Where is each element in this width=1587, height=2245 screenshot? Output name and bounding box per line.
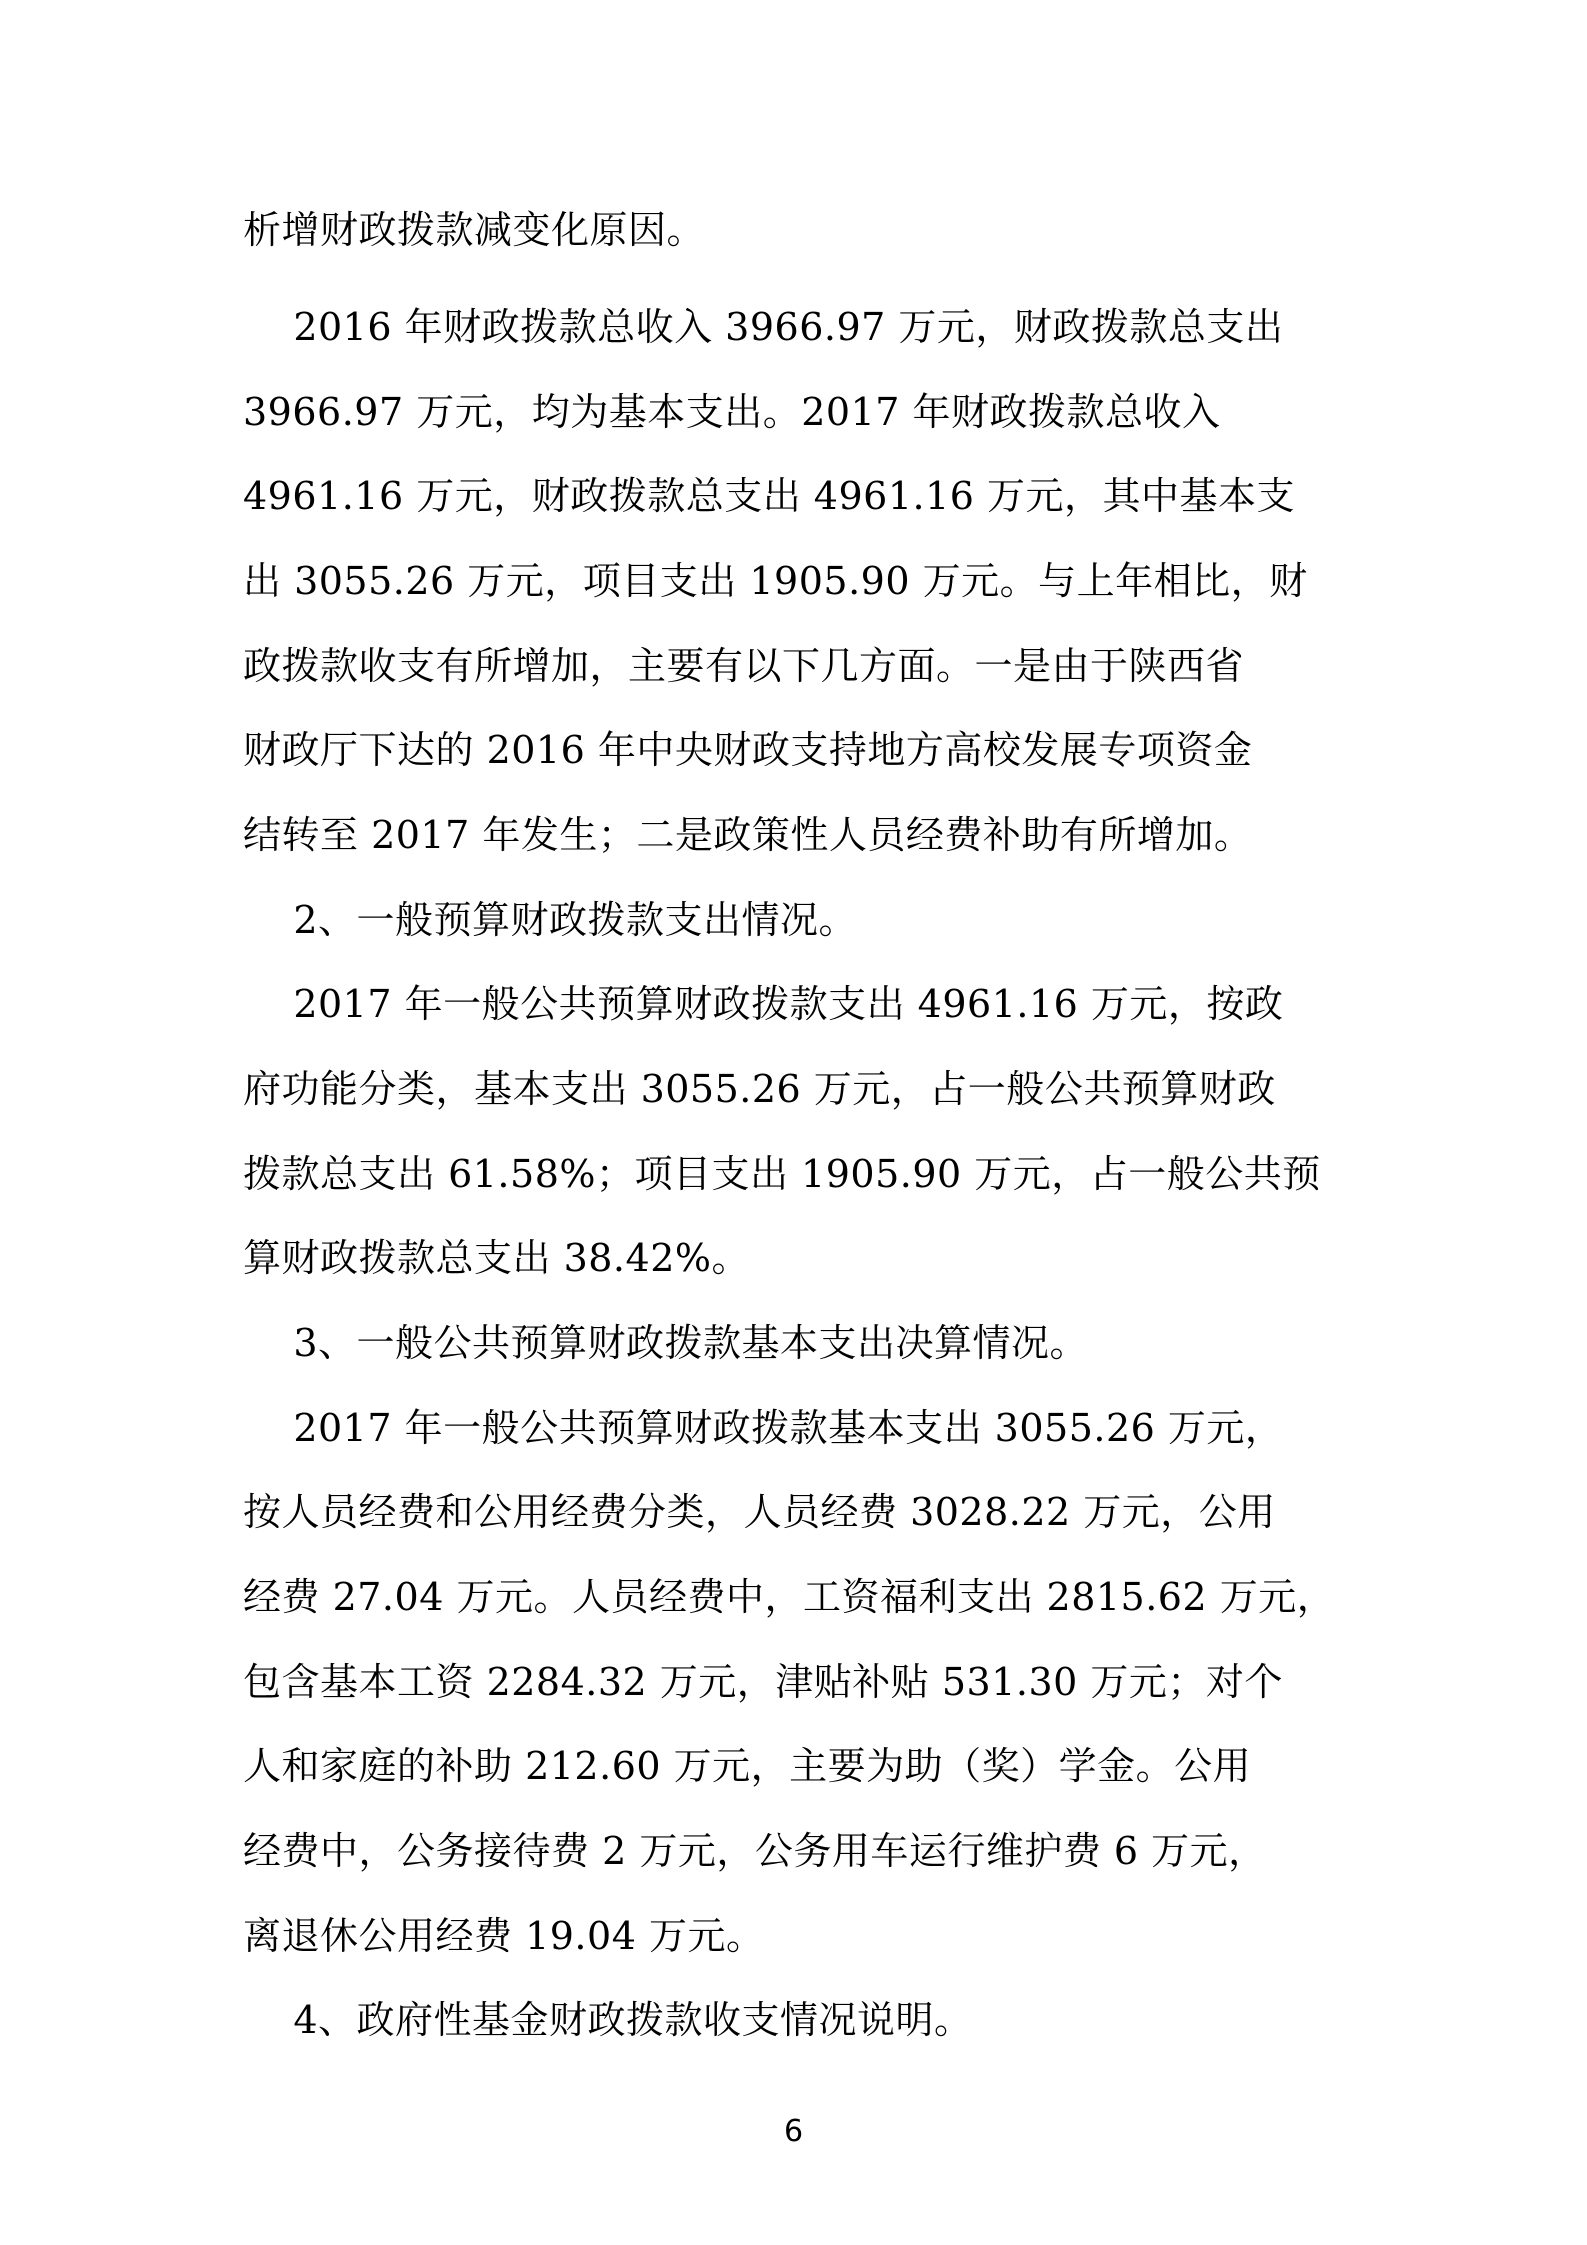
text-line: 2016 年财政拨款总收入 3966.97 万元，财政拨款总支出 [243, 305, 1284, 349]
text-line: 经费中，公务接待费 2 万元，公务用车运行维护费 6 万元， [243, 1829, 1267, 1873]
text-line: 算财政拨款总支出 38.42%。 [243, 1236, 750, 1280]
text-line: 拨款总支出 61.58%；项目支出 1905.90 万元，占一般公共预 [243, 1152, 1321, 1196]
text-line: 财政厅下达的 2016 年中央财政支持地方高校发展专项资金 [243, 728, 1253, 772]
section-heading: 2、一般预算财政拨款支出情况。 [243, 898, 857, 942]
text-line: 结转至 2017 年发生；二是政策性人员经费补助有所增加。 [243, 813, 1253, 857]
text-line: 析增财政拨款减变化原因。 [243, 208, 706, 252]
text-line: 3966.97 万元，均为基本支出。2017 年财政拨款总收入 [243, 390, 1221, 434]
text-line: 离退休公用经费 19.04 万元。 [243, 1914, 765, 1958]
text-line: 包含基本工资 2284.32 万元，津贴补贴 531.30 万元；对个 [243, 1660, 1283, 1704]
text-line: 4961.16 万元，财政拨款总支出 4961.16 万元，其中基本支 [243, 474, 1296, 518]
text-line: 2017 年一般公共预算财政拨款基本支出 3055.26 万元， [243, 1406, 1284, 1450]
section-heading: 3、一般公共预算财政拨款基本支出决算情况。 [243, 1321, 1088, 1365]
text-line: 2017 年一般公共预算财政拨款支出 4961.16 万元，按政 [243, 982, 1284, 1026]
text-line: 府功能分类，基本支出 3055.26 万元，占一般公共预算财政 [243, 1067, 1276, 1111]
text-line: 人和家庭的补助 212.60 万元，主要为助（奖）学金。公用 [243, 1744, 1252, 1788]
section-heading: 4、政府性基金财政拨款收支情况说明。 [243, 1998, 973, 2042]
text-line: 政拨款收支有所增加，主要有以下几方面。一是由于陕西省 [243, 644, 1245, 688]
text-line: 按人员经费和公用经费分类，人员经费 3028.22 万元，公用 [243, 1490, 1276, 1534]
text-line: 出 3055.26 万元，项目支出 1905.90 万元。与上年相比，财 [243, 559, 1308, 603]
page-number: 6 [783, 2114, 804, 2149]
text-line: 经费 27.04 万元。人员经费中，工资福利支出 2815.62 万元， [243, 1575, 1336, 1619]
